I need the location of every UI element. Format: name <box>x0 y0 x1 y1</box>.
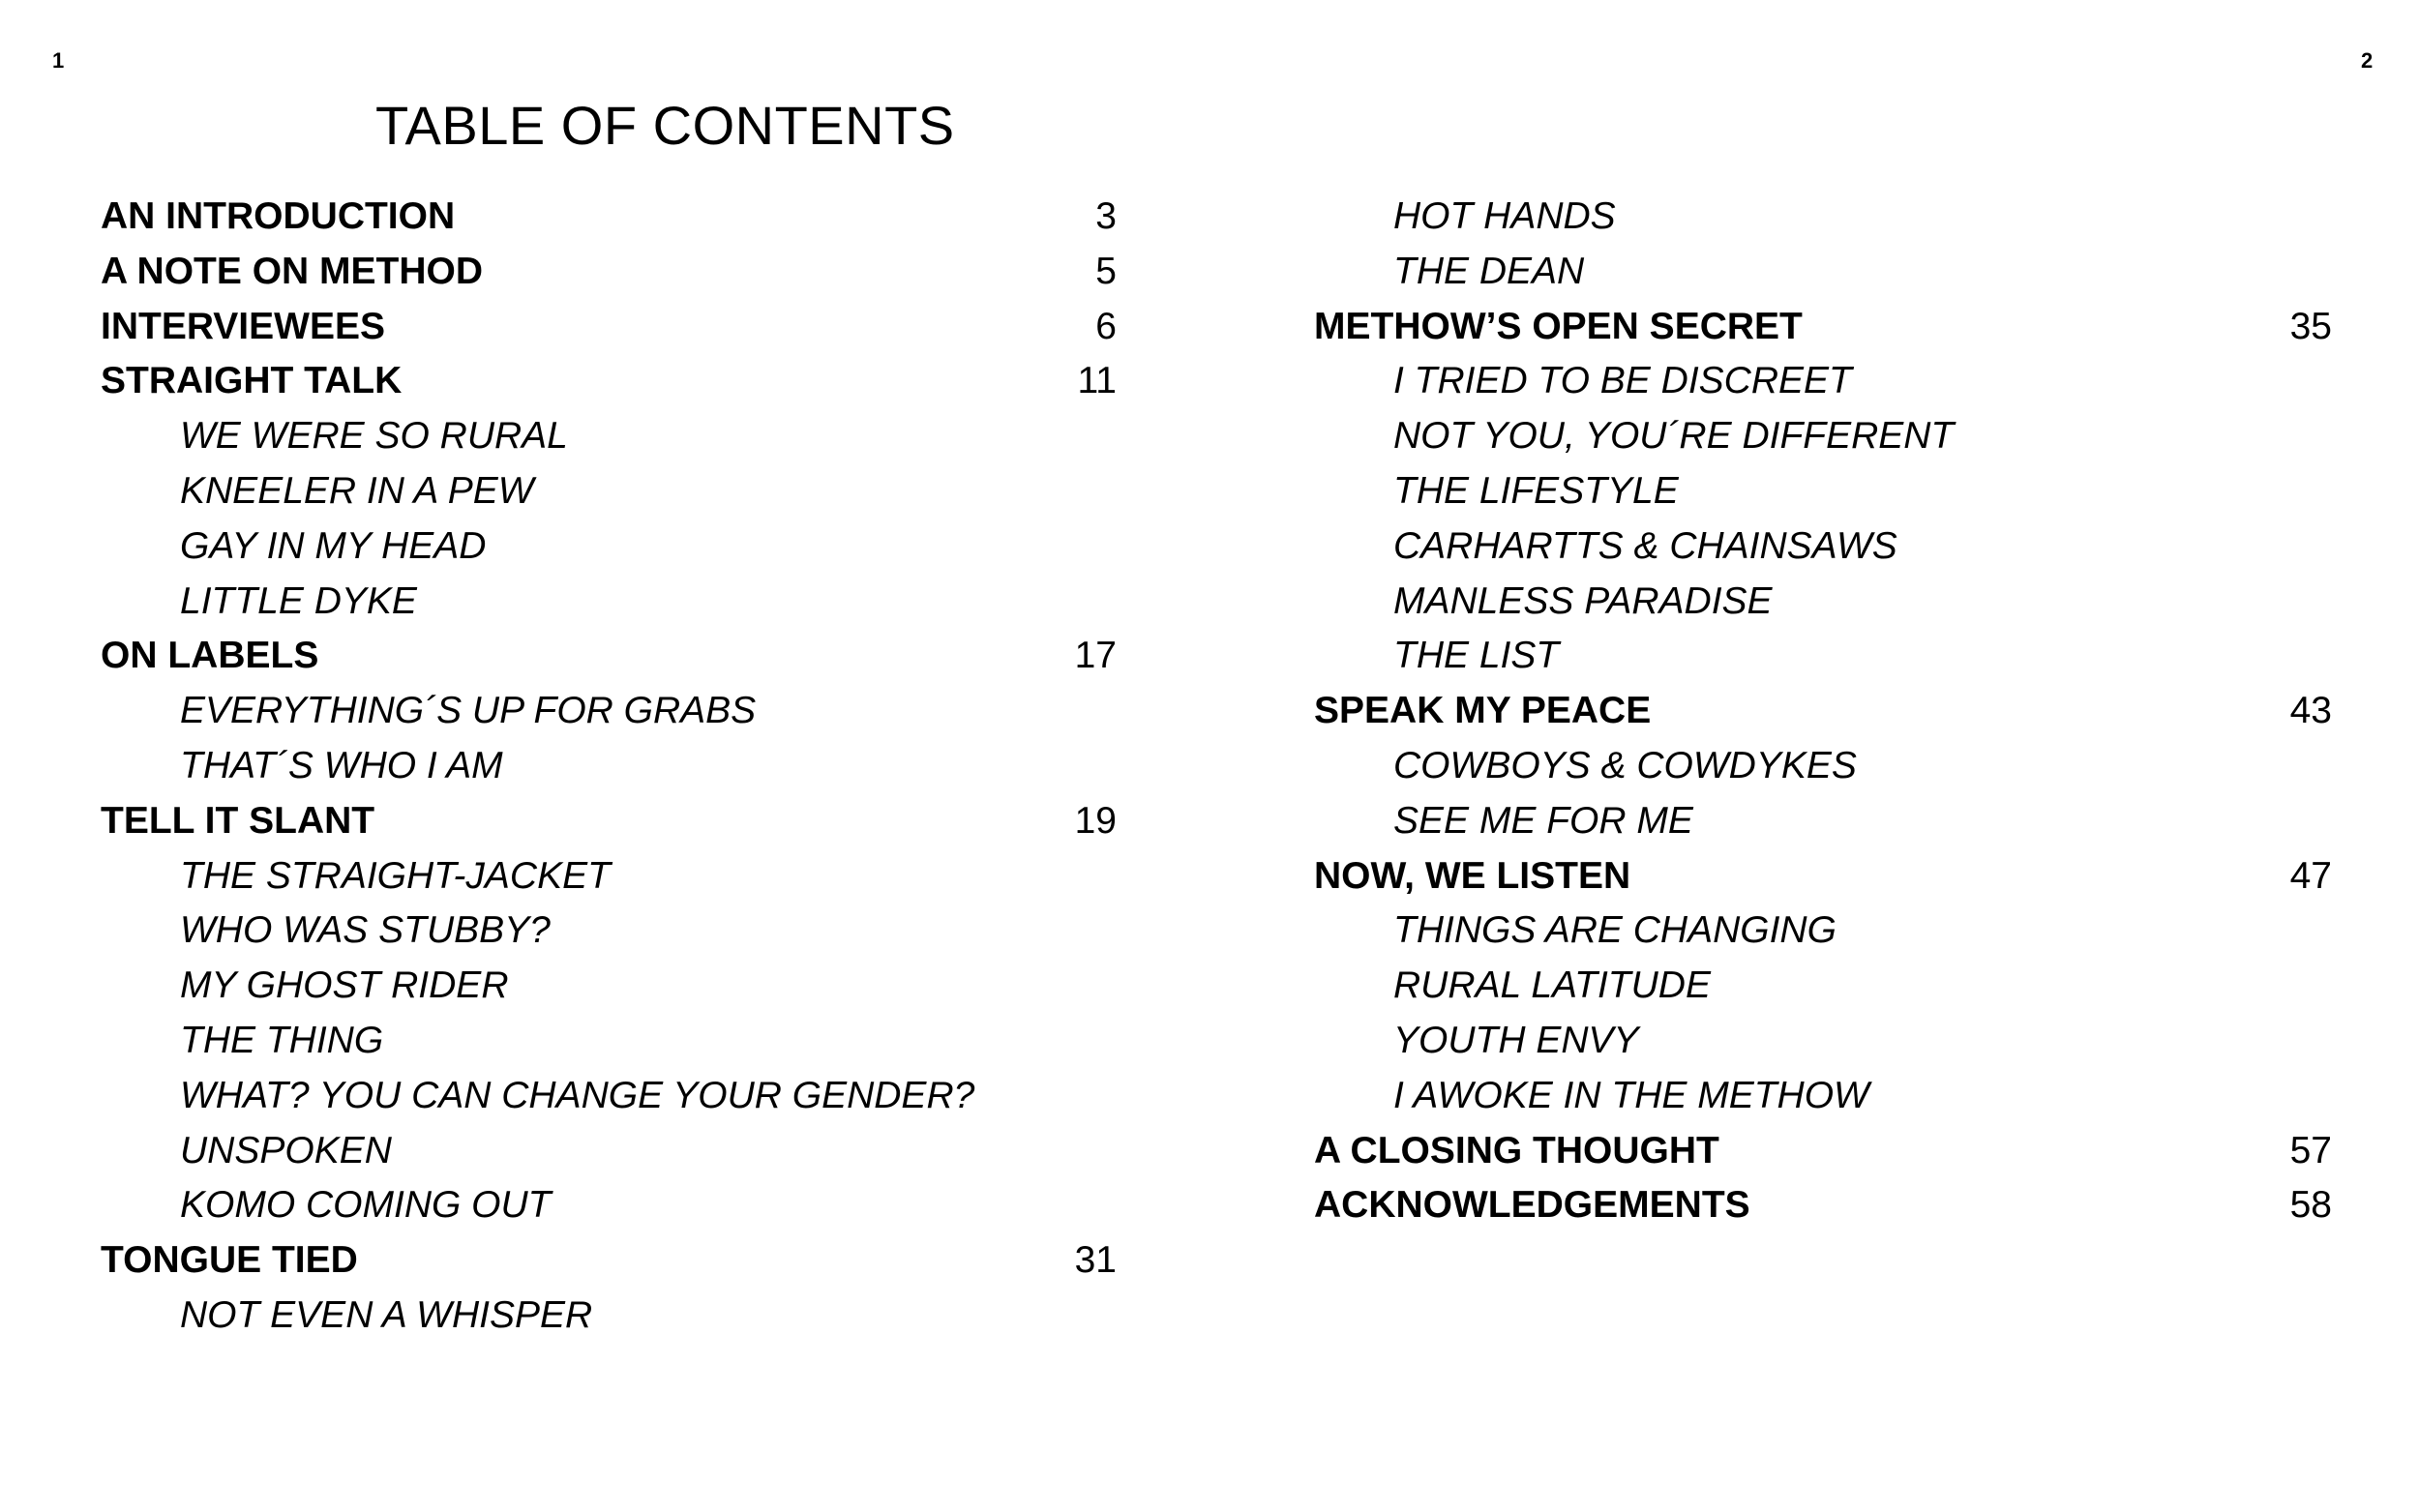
toc-subsection-entry <box>1314 575 2332 630</box>
toc-subsection-entry <box>1314 1014 2332 1069</box>
toc-section-entry <box>1314 300 2332 355</box>
subsection-title: KNEELER IN A PEW <box>180 469 534 512</box>
toc-subsection-entry <box>101 849 1117 904</box>
toc-subsection-entry <box>1314 794 2332 849</box>
section-page-number: 43 <box>2289 690 2332 732</box>
subsection-title: RURAL LATITUDE <box>1393 964 1711 1007</box>
toc-title: TABLE OF CONTENTS <box>375 95 955 156</box>
toc-subsection-entry <box>1314 629 2332 684</box>
toc-subsection-entry <box>101 575 1117 630</box>
section-title: METHOW’S OPEN SECRET <box>1314 305 1803 347</box>
toc-section-entry <box>1314 684 2332 739</box>
section-page-number: 6 <box>1095 305 1117 347</box>
toc-section-entry <box>101 794 1117 849</box>
subsection-title: THE THING <box>180 1019 384 1061</box>
subsection-title: LITTLE DYKE <box>180 579 417 622</box>
subsection-title: THE LIFESTYLE <box>1393 469 1679 512</box>
subsection-title: GAY IN MY HEAD <box>180 524 487 567</box>
section-page-number: 47 <box>2289 854 2332 897</box>
toc-subsection-entry <box>1314 519 2332 575</box>
toc-subsection-entry <box>1314 190 2332 245</box>
toc-subsection-entry <box>101 959 1117 1014</box>
section-title: SPEAK MY PEACE <box>1314 690 1652 732</box>
subsection-title: NOT EVEN A WHISPER <box>180 1293 593 1336</box>
toc-subsection-entry <box>1314 1069 2332 1124</box>
subsection-title: MANLESS PARADISE <box>1393 579 1773 622</box>
toc-subsection-entry <box>101 519 1117 575</box>
subsection-title: THINGS ARE CHANGING <box>1393 909 1837 952</box>
toc-subsection-entry <box>1314 409 2332 464</box>
subsection-title: WE WERE SO RURAL <box>180 415 568 458</box>
subsection-title: COWBOYS & COWDYKES <box>1393 744 1857 786</box>
toc-subsection-entry <box>101 464 1117 519</box>
toc-subsection-entry <box>1314 245 2332 300</box>
section-page-number: 58 <box>2289 1184 2332 1227</box>
toc-section-entry <box>1314 849 2332 904</box>
toc-subsection-entry <box>101 1178 1117 1233</box>
section-page-number: 11 <box>1077 360 1117 402</box>
section-page-number: 5 <box>1095 250 1117 292</box>
section-title: INTERVIEWEES <box>101 305 386 347</box>
toc-left-column <box>101 190 1117 1344</box>
toc-subsection-entry <box>1314 739 2332 794</box>
subsection-title: HOT HANDS <box>1393 195 1616 237</box>
section-title: ON LABELS <box>101 635 319 677</box>
toc-section-entry <box>101 629 1117 684</box>
toc-section-entry <box>101 190 1117 245</box>
section-title: NOW, WE LISTEN <box>1314 854 1631 897</box>
subsection-title: MY GHOST RIDER <box>180 964 509 1007</box>
toc-subsection-entry <box>101 1014 1117 1069</box>
toc-right-column <box>1314 190 2332 1233</box>
subsection-title: YOUTH ENVY <box>1393 1019 1639 1061</box>
toc-section-entry <box>101 245 1117 300</box>
toc-section-entry <box>1314 1124 2332 1179</box>
toc-section-entry <box>101 1233 1117 1289</box>
section-title: ACKNOWLEDGEMENTS <box>1314 1184 1750 1227</box>
section-title: STRAIGHT TALK <box>101 360 403 402</box>
section-title: A CLOSING THOUGHT <box>1314 1129 1719 1171</box>
section-title: TELL IT SLANT <box>101 799 375 842</box>
section-title: A NOTE ON METHOD <box>101 250 484 292</box>
toc-subsection-entry <box>101 904 1117 959</box>
section-page-number: 57 <box>2289 1129 2332 1171</box>
section-page-number: 3 <box>1095 195 1117 237</box>
section-title: TONGUE TIED <box>101 1239 358 1282</box>
subsection-title: I AWOKE IN THE METHOW <box>1393 1074 1869 1116</box>
subsection-title: CARHARTTS & CHAINSAWS <box>1393 524 1897 567</box>
subsection-title: EVERYTHING´S UP FOR GRABS <box>180 690 757 732</box>
subsection-title: THAT´S WHO I AM <box>180 744 503 786</box>
subsection-title: SEE ME FOR ME <box>1393 799 1693 842</box>
subsection-title: NOT YOU, YOU´RE DIFFERENT <box>1393 415 1955 458</box>
section-page-number: 17 <box>1074 635 1117 677</box>
toc-subsection-entry <box>101 409 1117 464</box>
toc-subsection-entry <box>101 1124 1117 1179</box>
section-page-number: 35 <box>2289 305 2332 347</box>
toc-subsection-entry <box>101 1289 1117 1344</box>
subsection-title: THE DEAN <box>1393 250 1585 292</box>
toc-subsection-entry <box>101 1069 1117 1124</box>
toc-subsection-entry <box>1314 464 2332 519</box>
toc-subsection-entry <box>101 684 1117 739</box>
subsection-title: UNSPOKEN <box>180 1129 392 1171</box>
subsection-title: KOMO COMING OUT <box>180 1184 552 1227</box>
subsection-title: THE STRAIGHT-JACKET <box>180 854 611 897</box>
toc-subsection-entry <box>1314 959 2332 1014</box>
subsection-title: WHAT? YOU CAN CHANGE YOUR GENDER? <box>180 1074 975 1116</box>
toc-subsection-entry <box>101 739 1117 794</box>
section-title: AN INTRODUCTION <box>101 195 456 237</box>
section-page-number: 31 <box>1074 1239 1117 1282</box>
toc-subsection-entry <box>1314 354 2332 409</box>
page-number-right: 2 <box>2361 48 2374 73</box>
toc-subsection-entry <box>1314 904 2332 959</box>
subsection-title: THE LIST <box>1393 635 1560 677</box>
subsection-title: WHO WAS STUBBY? <box>180 909 551 952</box>
toc-section-entry <box>101 300 1117 355</box>
toc-section-entry <box>101 354 1117 409</box>
toc-section-entry <box>1314 1178 2332 1233</box>
page-number-left: 1 <box>52 48 65 73</box>
subsection-title: I TRIED TO BE DISCREET <box>1393 360 1852 402</box>
section-page-number: 19 <box>1074 799 1117 842</box>
